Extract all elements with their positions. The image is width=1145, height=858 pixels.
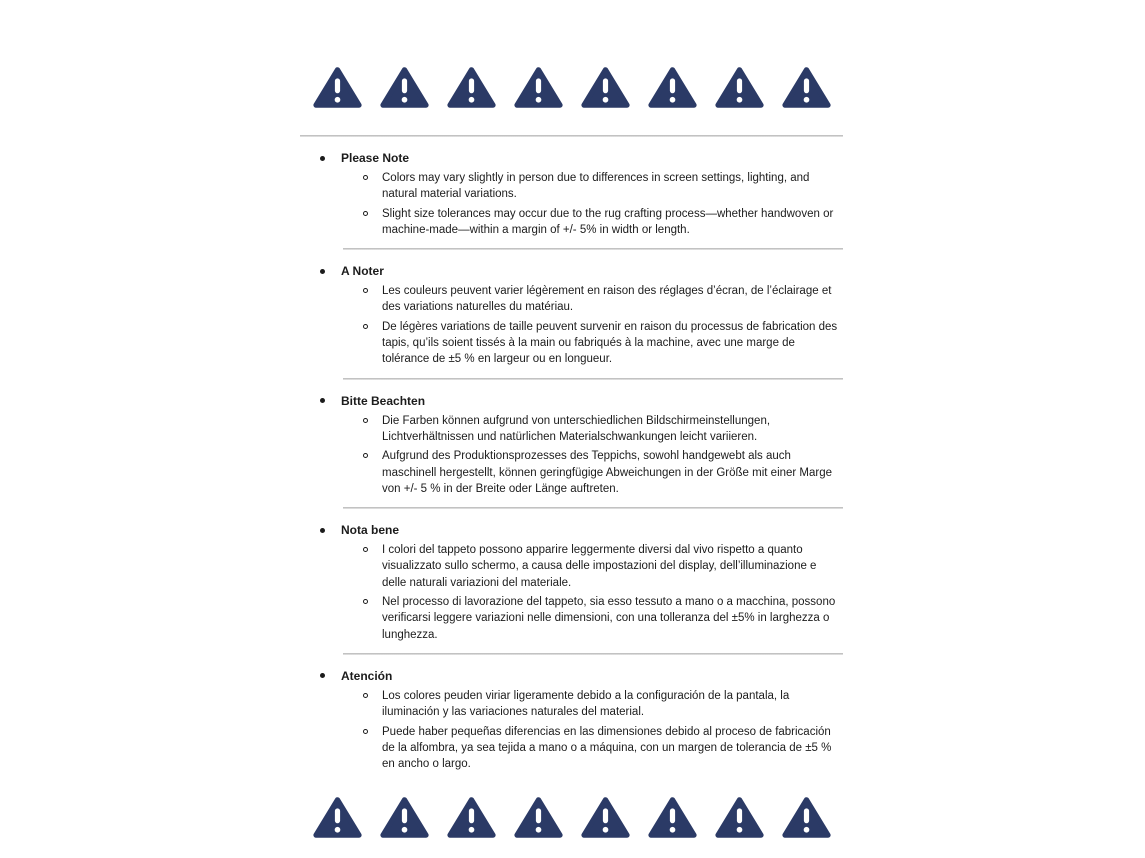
section-heading (300, 150, 843, 166)
list-item (300, 170, 843, 203)
warning-icon-row-bottom (313, 791, 831, 844)
section-heading (300, 263, 843, 279)
warning-icon-row-top (313, 61, 831, 114)
bullet-icon (320, 673, 325, 678)
circle-bullet-icon (363, 324, 368, 329)
circle-bullet-icon (363, 211, 368, 216)
list-item-text: Colors may vary slightly in person due to differences in screen settings, lighting, and natural material variations. (382, 172, 810, 201)
circle-bullet-icon (363, 175, 368, 180)
section-atencion (300, 668, 843, 772)
list-item-text: Puede haber pequeñas diferencias en las dimensiones debido al proceso de fabricación de la alfombra, ya sea tejida a mano o a máquina, con un margen de tolerancia de ±5 % en ancho o largo. (382, 725, 832, 771)
section-heading (300, 393, 843, 409)
horizontal-divider (343, 653, 843, 655)
warning-triangle-icon (313, 61, 362, 114)
circle-bullet-icon (363, 599, 368, 604)
list-item-text: Los colores peuden viriar ligeramente debido a la configuración de la pantala, la iluminación y las variaciones naturales del material. (382, 689, 790, 719)
section-title: A Noter (341, 264, 384, 279)
warning-triangle-icon (514, 61, 563, 114)
warning-triangle-icon (782, 791, 831, 844)
warning-triangle-icon (715, 791, 764, 844)
warning-triangle-icon (782, 61, 831, 114)
section-heading (300, 522, 843, 538)
bullet-icon (320, 398, 325, 403)
circle-bullet-icon (363, 418, 368, 423)
section-nota-bene (300, 522, 843, 655)
warning-triangle-icon (447, 61, 496, 114)
warning-triangle-icon (380, 791, 429, 844)
section-please-note (300, 150, 843, 250)
section-heading (300, 668, 843, 684)
list-item (300, 542, 843, 591)
warning-triangle-icon (581, 791, 630, 844)
warning-triangle-icon (380, 61, 429, 114)
bullet-icon (320, 156, 325, 161)
list-item (300, 724, 843, 773)
list-item (300, 448, 843, 497)
warning-triangle-icon (447, 791, 496, 844)
section-title: Nota bene (341, 523, 400, 538)
list-item-text: Les couleurs peuvent varier légèrement en raison des réglages d’écran, de l’éclairage et des variations naturelles du matériau. (382, 285, 832, 314)
horizontal-divider (300, 135, 843, 137)
bullet-icon (320, 528, 325, 533)
bullet-icon (320, 269, 325, 274)
list-item-text: Die Farben können aufgrund von unterschiedlichen Bildschirmeinstellungen, Lichtverhältnissen und natürlichen Materialschwankungen leicht variieren. (382, 414, 771, 443)
list-item (300, 206, 843, 239)
section-title: Bitte Beachten (341, 393, 426, 408)
list-item (300, 594, 843, 643)
circle-bullet-icon (363, 453, 368, 458)
section-a-noter (300, 263, 843, 379)
warning-triangle-icon (514, 791, 563, 844)
warning-triangle-icon (648, 61, 697, 114)
list-item-text: Slight size tolerances may occur due to the rug crafting process—whether handwoven or machine-made—within a margin of +/- 5% in width or length. (382, 207, 834, 236)
section-title: Please Note (341, 151, 410, 165)
horizontal-divider (343, 248, 843, 250)
document-content (300, 0, 843, 844)
warning-triangle-icon (715, 61, 764, 114)
list-item-text: Aufgrund des Produktionsprozesses des Teppichs, sowohl handgewebt als auch maschinell hergestellt, können geringfügige Abweichungen in der Größe mit einer Marge von +/- 5 % in der Breite oder Länge auftreten. (382, 450, 833, 495)
list-item (300, 688, 843, 721)
circle-bullet-icon (363, 547, 368, 552)
warning-triangle-icon (648, 791, 697, 844)
warning-triangle-icon (313, 791, 362, 844)
circle-bullet-icon (363, 288, 368, 293)
circle-bullet-icon (363, 729, 368, 734)
list-item-text: I colori del tappeto possono apparire leggermente diversi dal vivo rispetto a quanto visualizzato sullo schermo, a causa delle impostazioni del display, dell’illuminazione e delle naturali variazioni del materiale. (382, 544, 817, 589)
warning-triangle-icon (581, 61, 630, 114)
section-title: Atención (341, 668, 393, 683)
list-item (300, 413, 843, 446)
list-item-text: Nel processo di lavorazione del tappeto, sia esso tessuto a mano o a macchina, possono verificarsi leggere variazioni nelle dimensioni, con una tolleranza del ±5% in larghezza o lunghezza. (382, 596, 836, 641)
list-item (300, 283, 843, 316)
horizontal-divider (343, 378, 843, 380)
section-bitte-beachten (300, 393, 843, 509)
horizontal-divider (343, 507, 843, 509)
list-item-text: De légères variations de taille peuvent survenir en raison du processus de fabrication des tapis, qu’ils soient tissés à la main ou fabriqués à la machine, avec une marge de tolérance de ±5 % en largeur ou en longueur. (382, 320, 838, 366)
circle-bullet-icon (363, 693, 368, 698)
list-item (300, 319, 843, 368)
